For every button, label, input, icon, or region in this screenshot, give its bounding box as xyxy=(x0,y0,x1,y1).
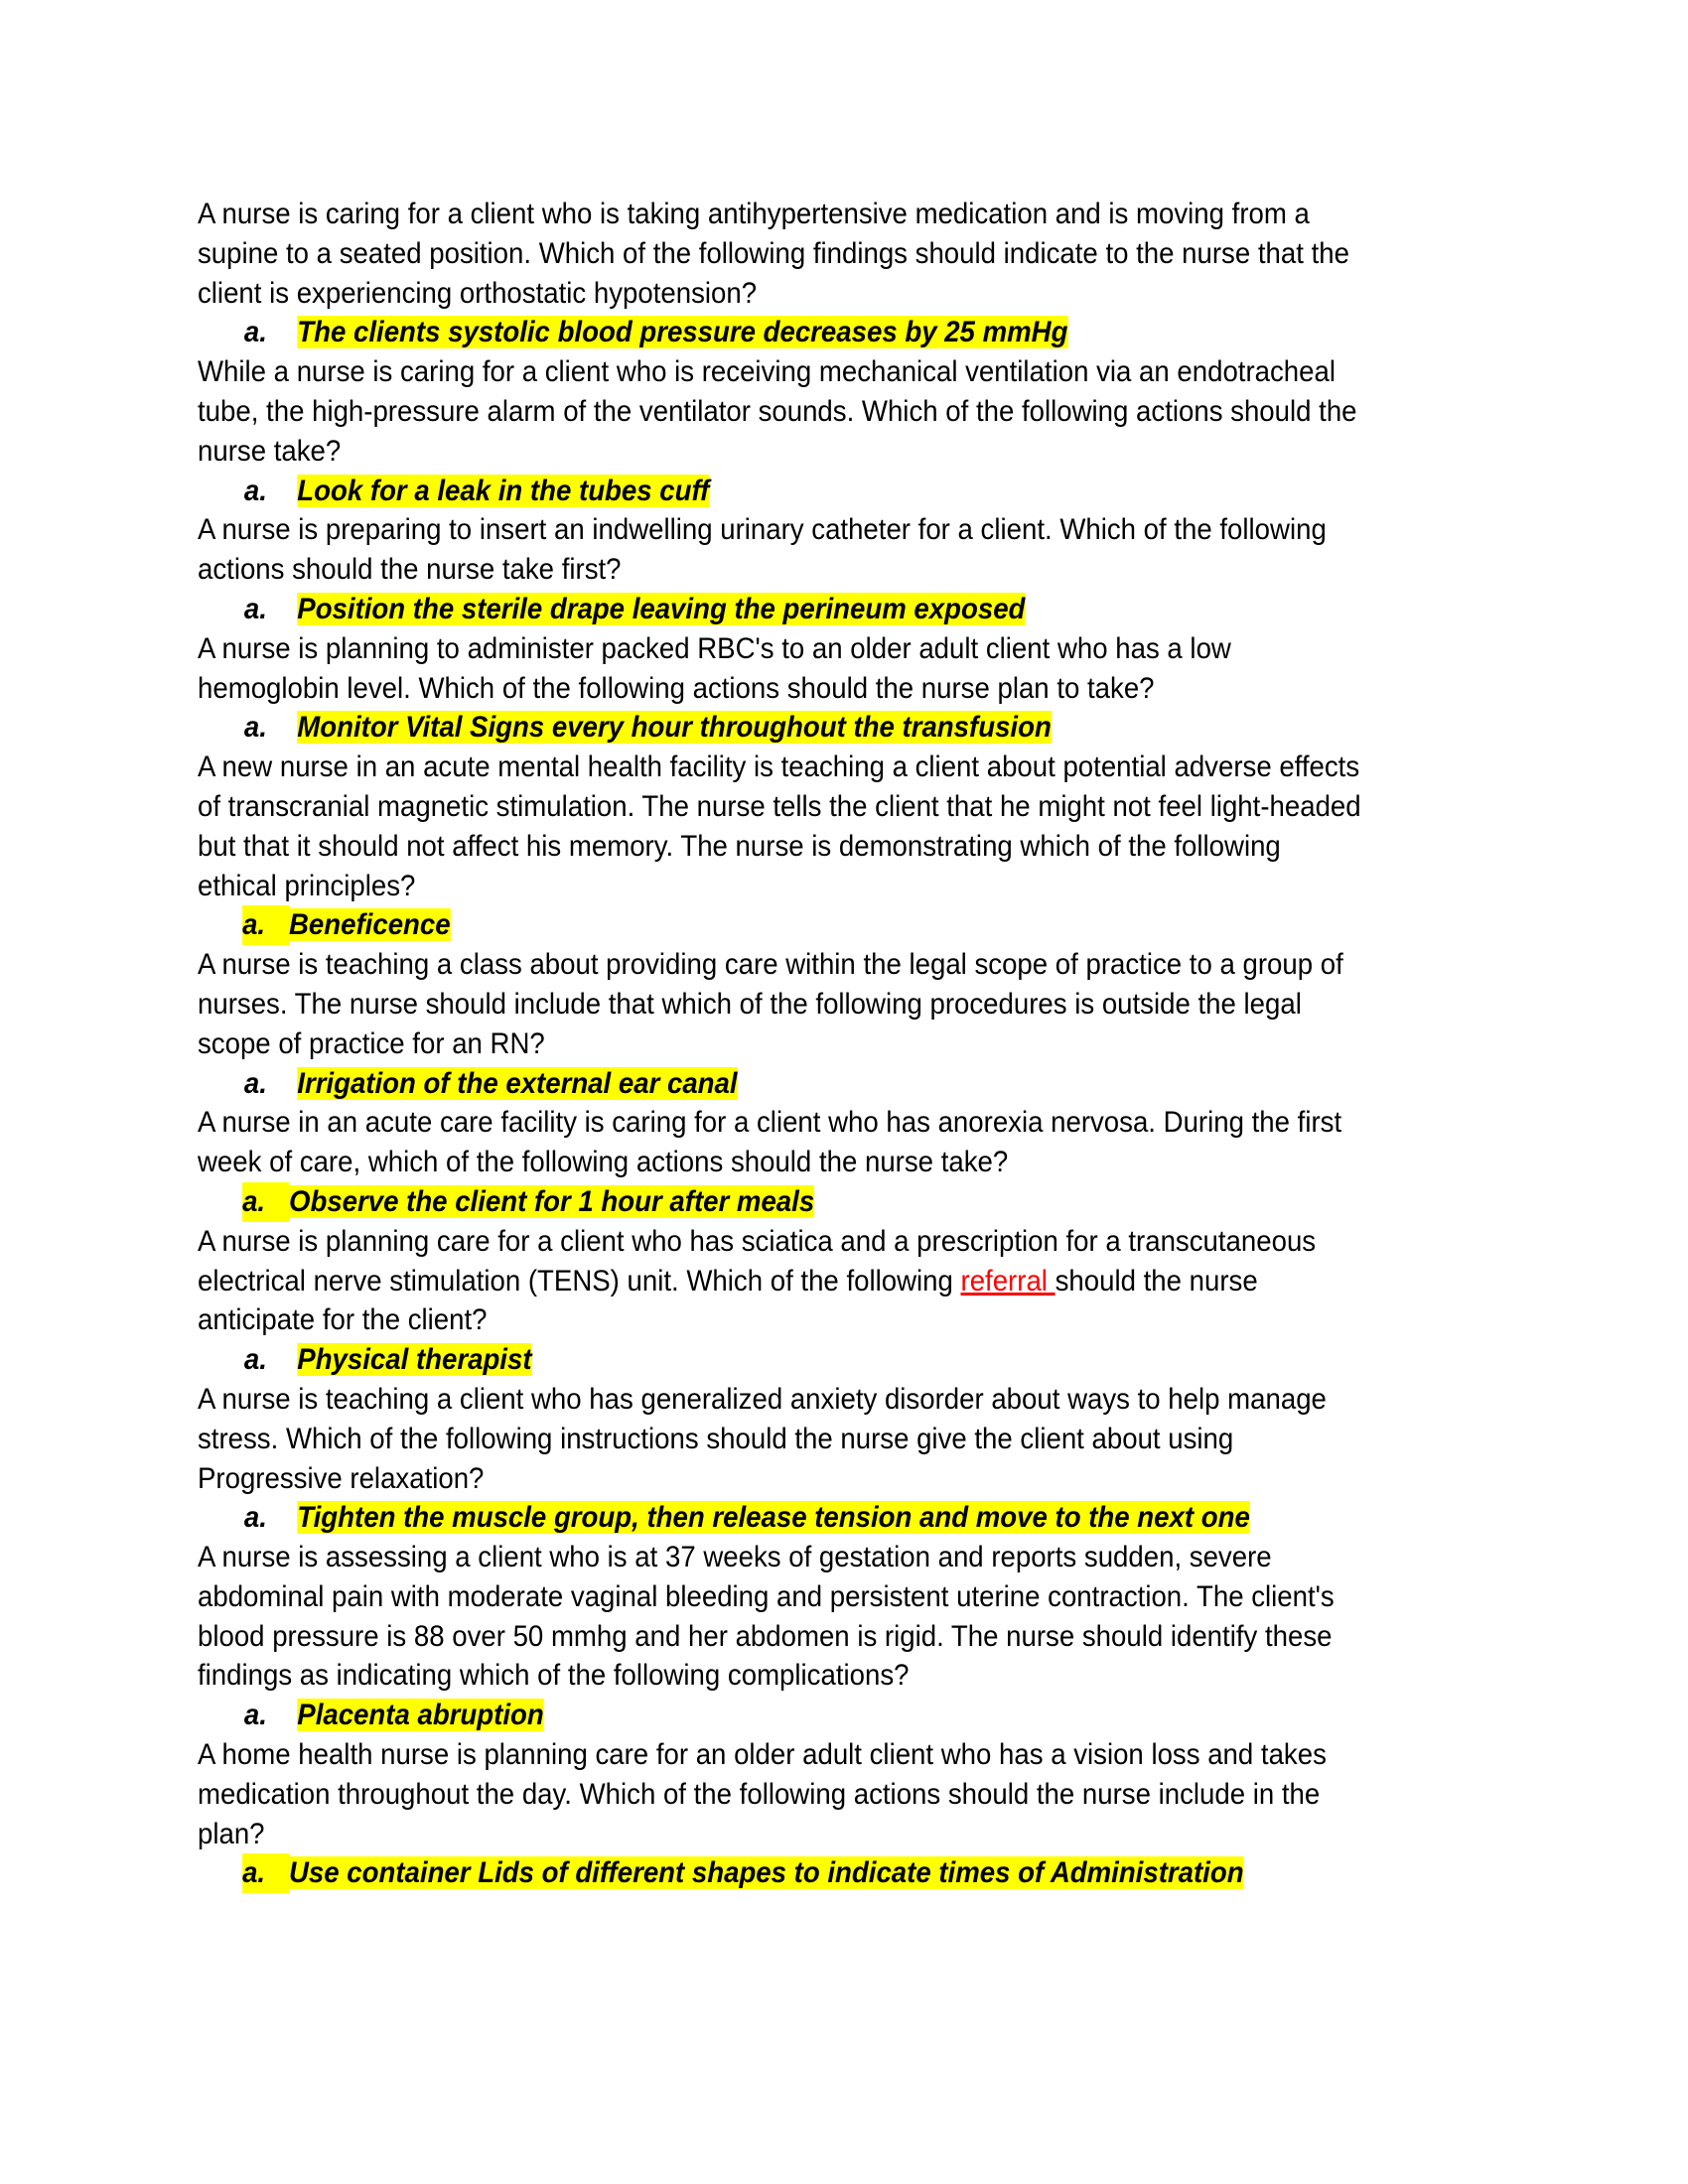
answer-line xyxy=(198,1696,1385,1735)
question-line xyxy=(198,1024,1385,1064)
question-line xyxy=(198,985,1385,1024)
question-line xyxy=(198,1143,1385,1182)
question-text: anticipate for the client? xyxy=(198,1303,488,1337)
question-line xyxy=(198,827,1385,867)
question-text: blood pressure is 88 over 50 mmhg and her abdomen is rigid. The nurse should identify these xyxy=(198,1619,1333,1653)
question-text: but that it should not affect his memory. The nurse is demonstrating which of the following xyxy=(198,829,1281,863)
question-line xyxy=(198,629,1385,669)
question-text: A nurse is teaching a client who has generalized anxiety disorder about ways to help manage xyxy=(198,1382,1327,1416)
question-text: should the nurse xyxy=(1055,1264,1258,1297)
question-line xyxy=(198,787,1385,827)
question-text: plan? xyxy=(198,1817,265,1850)
question-text: scope of practice for an RN? xyxy=(198,1026,545,1060)
answer-marker: a. xyxy=(242,1182,289,1222)
question-line xyxy=(198,1735,1385,1775)
question-text: supine to a seated position. Which of the following findings should indicate to the nurse that the xyxy=(198,236,1349,270)
question-block xyxy=(198,945,1488,1103)
question-block xyxy=(198,352,1488,510)
highlighted-answer: Physical therapist xyxy=(297,1343,532,1377)
answer-line xyxy=(198,1340,1385,1380)
question-block xyxy=(198,1735,1488,1893)
question-line xyxy=(198,1262,1385,1301)
answer-marker: a. xyxy=(243,1066,267,1100)
highlighted-answer: Placenta abruption xyxy=(297,1699,544,1732)
question-text: abdominal pain with moderate vaginal bleeding and persistent uterine contraction. The client's xyxy=(198,1579,1335,1613)
question-text: tube, the high-pressure alarm of the ventilator sounds. Which of the following actions should the xyxy=(198,394,1357,428)
question-line xyxy=(198,1380,1385,1420)
question-text: nurse take? xyxy=(198,434,342,468)
highlighted-answer: The clients systolic blood pressure decreases by 25 mmHg xyxy=(297,316,1068,349)
highlighted-answer: Observe the client for 1 hour after meals xyxy=(289,1184,815,1218)
question-text: client is experiencing orthostatic hypotension? xyxy=(198,276,758,310)
answer-line xyxy=(198,313,1385,352)
answer-line xyxy=(198,708,1385,748)
question-line xyxy=(198,1222,1385,1262)
answer-marker: a. xyxy=(243,1501,267,1535)
referral-link[interactable]: referral xyxy=(960,1264,1055,1297)
question-line xyxy=(198,1656,1385,1696)
question-line xyxy=(198,748,1385,787)
answer-line xyxy=(198,472,1385,511)
question-line xyxy=(198,669,1385,709)
answer-line xyxy=(198,1182,1385,1222)
highlighted-answer: Use container Lids of different shapes to indicate times of Administration xyxy=(289,1856,1244,1890)
question-text: hemoglobin level. Which of the following actions should the nurse plan to take? xyxy=(198,671,1155,705)
question-block xyxy=(198,1380,1488,1538)
question-block xyxy=(198,1103,1488,1221)
question-line xyxy=(198,274,1385,314)
question-line xyxy=(198,1775,1385,1815)
question-line xyxy=(198,1538,1385,1577)
question-text: of transcranial magnetic stimulation. The nurse tells the client that he might not feel light-headed xyxy=(198,789,1361,823)
highlighted-answer: Irrigation of the external ear canal xyxy=(297,1066,738,1100)
question-text: A new nurse in an acute mental health facility is teaching a client about potential adverse effects xyxy=(198,751,1360,784)
question-line xyxy=(198,550,1385,590)
question-line xyxy=(198,1420,1385,1459)
question-line xyxy=(198,1459,1385,1499)
question-block xyxy=(198,1538,1488,1735)
question-text: A nurse is assessing a client who is at 37 weeks of gestation and reports sudden, severe xyxy=(198,1541,1272,1574)
answer-line xyxy=(198,1498,1385,1538)
answer-marker: a. xyxy=(243,711,267,745)
answer-marker: a. xyxy=(243,1343,267,1377)
question-text: A home health nurse is planning care for an older adult client who has a vision loss and takes xyxy=(198,1738,1327,1772)
question-line xyxy=(198,1815,1385,1854)
question-text: stress. Which of the following instructions should the nurse give the client about using xyxy=(198,1422,1234,1455)
question-line xyxy=(198,352,1385,392)
question-text: medication throughout the day. Which of the following actions should the nurse include in the xyxy=(198,1777,1321,1811)
answer-line xyxy=(198,1064,1385,1104)
question-text: A nurse is planning to administer packed RBC's to an older adult client who has a low xyxy=(198,631,1231,665)
question-line xyxy=(198,1300,1385,1340)
question-block xyxy=(198,510,1488,628)
question-line xyxy=(198,432,1385,472)
question-text: A nurse is preparing to insert an indwelling urinary catheter for a client. Which of the following xyxy=(198,513,1327,547)
question-line xyxy=(198,195,1385,234)
question-line xyxy=(198,234,1385,274)
question-block xyxy=(198,195,1488,352)
question-text: Progressive relaxation? xyxy=(198,1461,485,1495)
question-line xyxy=(198,392,1385,432)
question-line xyxy=(198,510,1385,550)
document-body xyxy=(198,195,1488,1893)
highlighted-answer: Position the sterile drape leaving the perineum exposed xyxy=(297,592,1026,625)
answer-marker: a. xyxy=(242,905,289,945)
answer-marker: a. xyxy=(242,1853,289,1893)
question-text: A nurse is planning care for a client who has sciatica and a prescription for a transcutaneous xyxy=(198,1224,1317,1258)
question-block xyxy=(198,629,1488,748)
highlighted-answer: Monitor Vital Signs every hour throughout the transfusion xyxy=(297,711,1052,745)
question-block xyxy=(198,1222,1488,1380)
question-text: electrical nerve stimulation (TENS) unit. Which of the following xyxy=(198,1264,961,1297)
answer-marker: a. xyxy=(243,316,267,349)
answer-line xyxy=(198,905,1385,945)
answer-marker: a. xyxy=(243,474,267,507)
question-text: ethical principles? xyxy=(198,869,416,902)
question-text: A nurse is caring for a client who is taking antihypertensive medication and is moving from a xyxy=(198,198,1310,230)
question-block xyxy=(198,748,1488,945)
highlighted-answer: Beneficence xyxy=(289,908,451,942)
question-text: actions should the nurse take first? xyxy=(198,553,622,587)
answer-line xyxy=(198,1853,1385,1893)
question-text: week of care, which of the following actions should the nurse take? xyxy=(198,1146,1009,1179)
question-line xyxy=(198,867,1385,906)
answer-marker: a. xyxy=(243,592,267,625)
question-text: A nurse is teaching a class about providing care within the legal scope of practice to a group of xyxy=(198,948,1343,982)
question-text: While a nurse is caring for a client who is receiving mechanical ventilation via an endotracheal xyxy=(198,355,1336,389)
question-line xyxy=(198,945,1385,985)
question-line xyxy=(198,1577,1385,1617)
highlighted-answer: Tighten the muscle group, then release tension and move to the next one xyxy=(297,1501,1250,1535)
highlighted-answer: Look for a leak in the tubes cuff xyxy=(297,474,710,507)
question-line xyxy=(198,1103,1385,1143)
question-line xyxy=(198,1617,1385,1657)
question-text: nurses. The nurse should include that which of the following procedures is outside the legal xyxy=(198,987,1302,1021)
question-text: A nurse in an acute care facility is caring for a client who has anorexia nervosa. During the first xyxy=(198,1106,1342,1140)
answer-line xyxy=(198,590,1385,629)
answer-marker: a. xyxy=(243,1699,267,1732)
question-text: findings as indicating which of the following complications? xyxy=(198,1659,910,1693)
